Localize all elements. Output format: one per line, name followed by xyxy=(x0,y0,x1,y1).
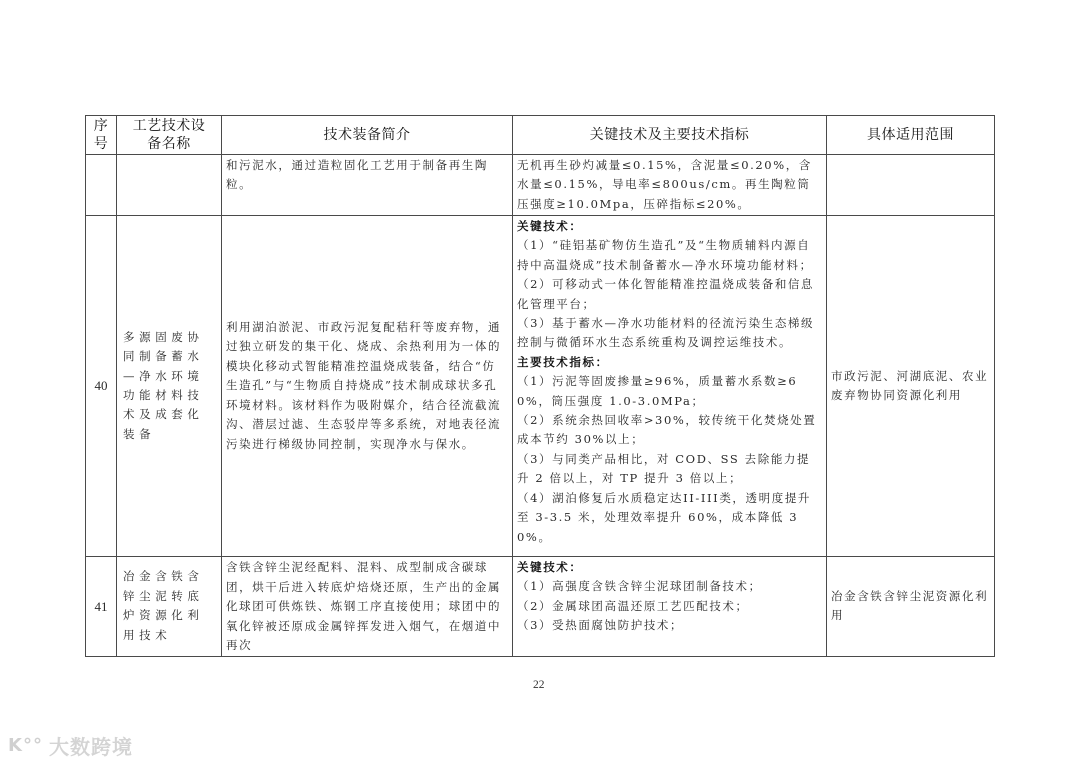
table-row xyxy=(86,155,995,216)
indicator-item: （1）污泥等固废掺量≥96%，质量蓄水系数≥60%，筒压强度 1.0-3.0MPa； xyxy=(517,374,798,408)
indicator-item: （3）与同类产品相比，对 COD、SS 去除能力提升 2 倍以上，对 TP 提升 3 倍以上； xyxy=(517,451,811,486)
row-intro: 和污泥水，通过造粒固化工艺用于制备再生陶粒。 xyxy=(222,155,513,216)
row-intro: 利用湖泊淤泥、市政污泥复配秸秆等废弃物，通过独立研发的集干化、烧成、余热利用为一体的模块化移动式智能精准控温烧成装备，结合“仿生造孔”与“生物质自持烧成”技术制成球状多孔环境材料。该材料作为吸附媒介，结合径流截流沟、潜层过滤、生态驳岸等多系统，对地表径流污染进行梯级协同控制，实现净水与保水。 xyxy=(222,216,513,557)
header-intro: 技术装备简介 xyxy=(222,116,513,155)
key-tech-item: （3）基于蓄水—净水功能材料的径流污染生态梯级控制与微循环水生态系统重构及调控运维技术。 xyxy=(517,316,815,350)
row-scope: 冶金含铁含锌尘泥资源化利用 xyxy=(827,557,995,657)
row-key-tech xyxy=(513,557,827,657)
key-tech-item: （2）金属球团高温还原工艺匹配技术； xyxy=(517,598,749,613)
indicator-item: （4）湖泊修复后水质稳定达II-III类，透明度提升至 3-3.5 米，处理效率提升 60%，成本降低 30%。 xyxy=(517,490,812,544)
key-tech-item: （1）高强度含铁含锌尘泥球团制备技术； xyxy=(517,579,762,594)
header-key-tech: 关键技术及主要技术指标 xyxy=(513,116,827,155)
header-name: 工艺技术设备名称 xyxy=(117,116,222,155)
table-row xyxy=(86,216,995,557)
row-scope xyxy=(827,155,995,216)
row-key-tech xyxy=(513,216,827,557)
row-seq: 40 xyxy=(86,216,117,557)
key-tech-heading: 关键技术： xyxy=(517,219,583,233)
row-scope: 市政污泥、河湖底泥、农业废弃物协同资源化利用 xyxy=(827,216,995,557)
row-key-tech xyxy=(513,155,827,216)
row-name xyxy=(117,155,222,216)
watermark-logo-icon: K°° xyxy=(8,735,43,756)
page-number: 22 xyxy=(533,679,545,691)
key-tech-line: 无机再生砂灼减量≤0.15%，含泥量≤0.20%，含水量≤0.15%，导电率≤800us/cm。再生陶粒筒压强度≥10.0Mpa，压碎指标≤20%。 xyxy=(517,158,812,211)
indicators-heading: 主要技术指标： xyxy=(517,354,609,369)
watermark xyxy=(8,731,133,760)
key-tech-heading: 关键技术： xyxy=(517,560,583,574)
equipment-table xyxy=(85,115,995,657)
indicator-item: （2）系统余热回收率>30%，较传统干化焚烧处置成本节约 30%以上； xyxy=(517,413,817,447)
watermark-text: 大数跨境 xyxy=(48,735,133,759)
table-header-row xyxy=(86,116,995,155)
key-tech-item: （3）受热面腐蚀防护技术； xyxy=(517,618,684,633)
key-tech-item: （1）“硅铝基矿物仿生造孔”及“生物质辅料内源自持中高温烧成”技术制备蓄水—净水环境功能材料； xyxy=(517,238,813,272)
row-intro: 含铁含锌尘泥经配料、混料、成型制成含碳球团，烘干后进入转底炉焙烧还原，生产出的金属化球团可供炼铁、炼钢工序直接使用；球团中的氧化锌被还原成金属锌挥发进入烟气，在烟道中再次 xyxy=(222,557,513,657)
header-seq: 序号 xyxy=(86,116,117,155)
row-name: 冶金含铁含锌尘泥转底炉资源化利用技术 xyxy=(117,557,222,657)
row-seq xyxy=(86,155,117,216)
table-row xyxy=(86,557,995,657)
row-seq: 41 xyxy=(86,557,117,657)
header-scope: 具体适用范围 xyxy=(827,116,995,155)
row-name: 多源固废协同制备蓄水—净水环境功能材料技术及成套化装备 xyxy=(117,216,222,557)
key-tech-item: （2）可移动式一体化智能精准控温烧成装备和信息化管理平台； xyxy=(517,277,815,311)
